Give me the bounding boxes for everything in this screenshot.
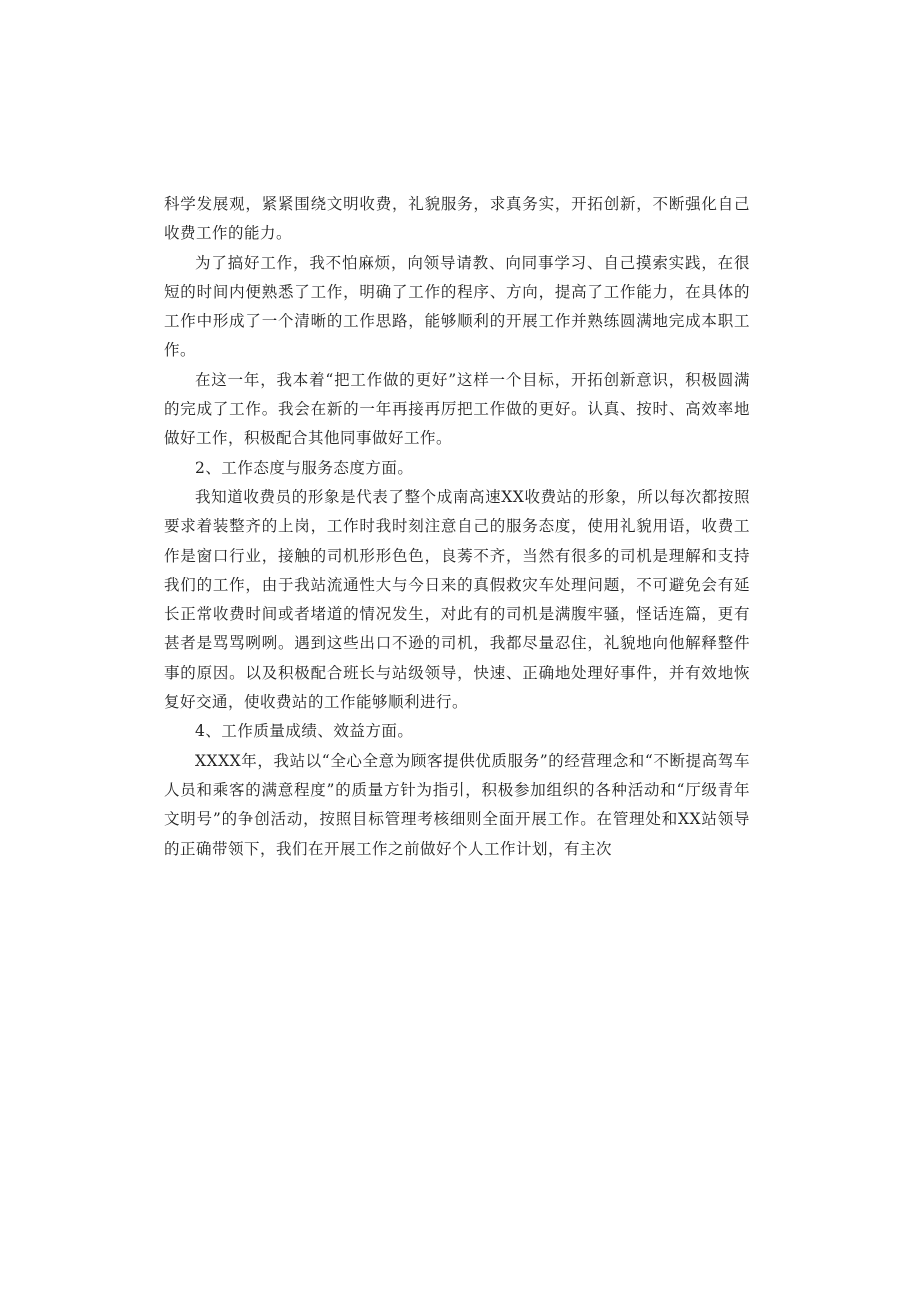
section-heading-quality: 4、工作质量成绩、效益方面。 <box>195 722 414 741</box>
paragraph-work-method: 为了搞好工作，我不怕麻烦，向领导请教、向同事学习、自己摸索实践，在很短的时间内便熟悉了工作，明确了工作的程序、方向，提高了工作能力，在具体的工作中形成了一个清晰的工作思路，能够顺利的开展工作并熟练圆满地完成本职工作。 <box>164 253 750 360</box>
paragraph-continuation: 科学发展观，紧紧围绕文明收费，礼貌服务，求真务实，开拓创新，不断强化自己收费工作的能力。 <box>164 195 750 243</box>
paragraph-year-goal: 在这一年，我本着“把工作做的更好”这样一个目标，开拓创新意识，积极圆满的完成了工作。我会在新的一年再接再厉把工作做的更好。认真、按时、高效率地做好工作，积极配合其他同事做好工作。 <box>164 370 750 448</box>
paragraph-quality: XXXX年，我站以“全心全意为顾客提供优质服务”的经营理念和“不断提高驾车人员和乘客的满意程度”的质量方针为指引，积极参加组织的各种活动和“厅级青年文明号”的争创活动，按照目标管理考核细则全面开展工作。在管理处和XX站领导的正确带领下，我们在开展工作之前做好个人工作计划，有主次 <box>164 751 750 858</box>
document-body <box>164 190 750 864</box>
section-heading-attitude: 2、工作态度与服务态度方面。 <box>195 458 414 477</box>
paragraph-attitude: 我知道收费员的形象是代表了整个成南高速XX收费站的形象，所以每次都按照要求着装整齐的上岗，工作时我时刻注意自己的服务态度，使用礼貌用语，收费工作是窗口行业，接触的司机形形色色，良莠不齐，当然有很多的司机是理解和支持我们的工作，由于我站流通性大与今日来的真假救灾车处理问题，不可避免会有延长正常收费时间或者堵道的情况发生，对此有的司机是满腹牢骚，怪话连篇，更有甚者是骂骂咧咧。遇到这些出口不逊的司机，我都尽量忍住，礼貌地向他解释整件事的原因。以及积极配合班长与站级领导，快速、正确地处理好事件，并有效地恢复好交通，使收费站的工作能够顺利进行。 <box>164 487 750 712</box>
